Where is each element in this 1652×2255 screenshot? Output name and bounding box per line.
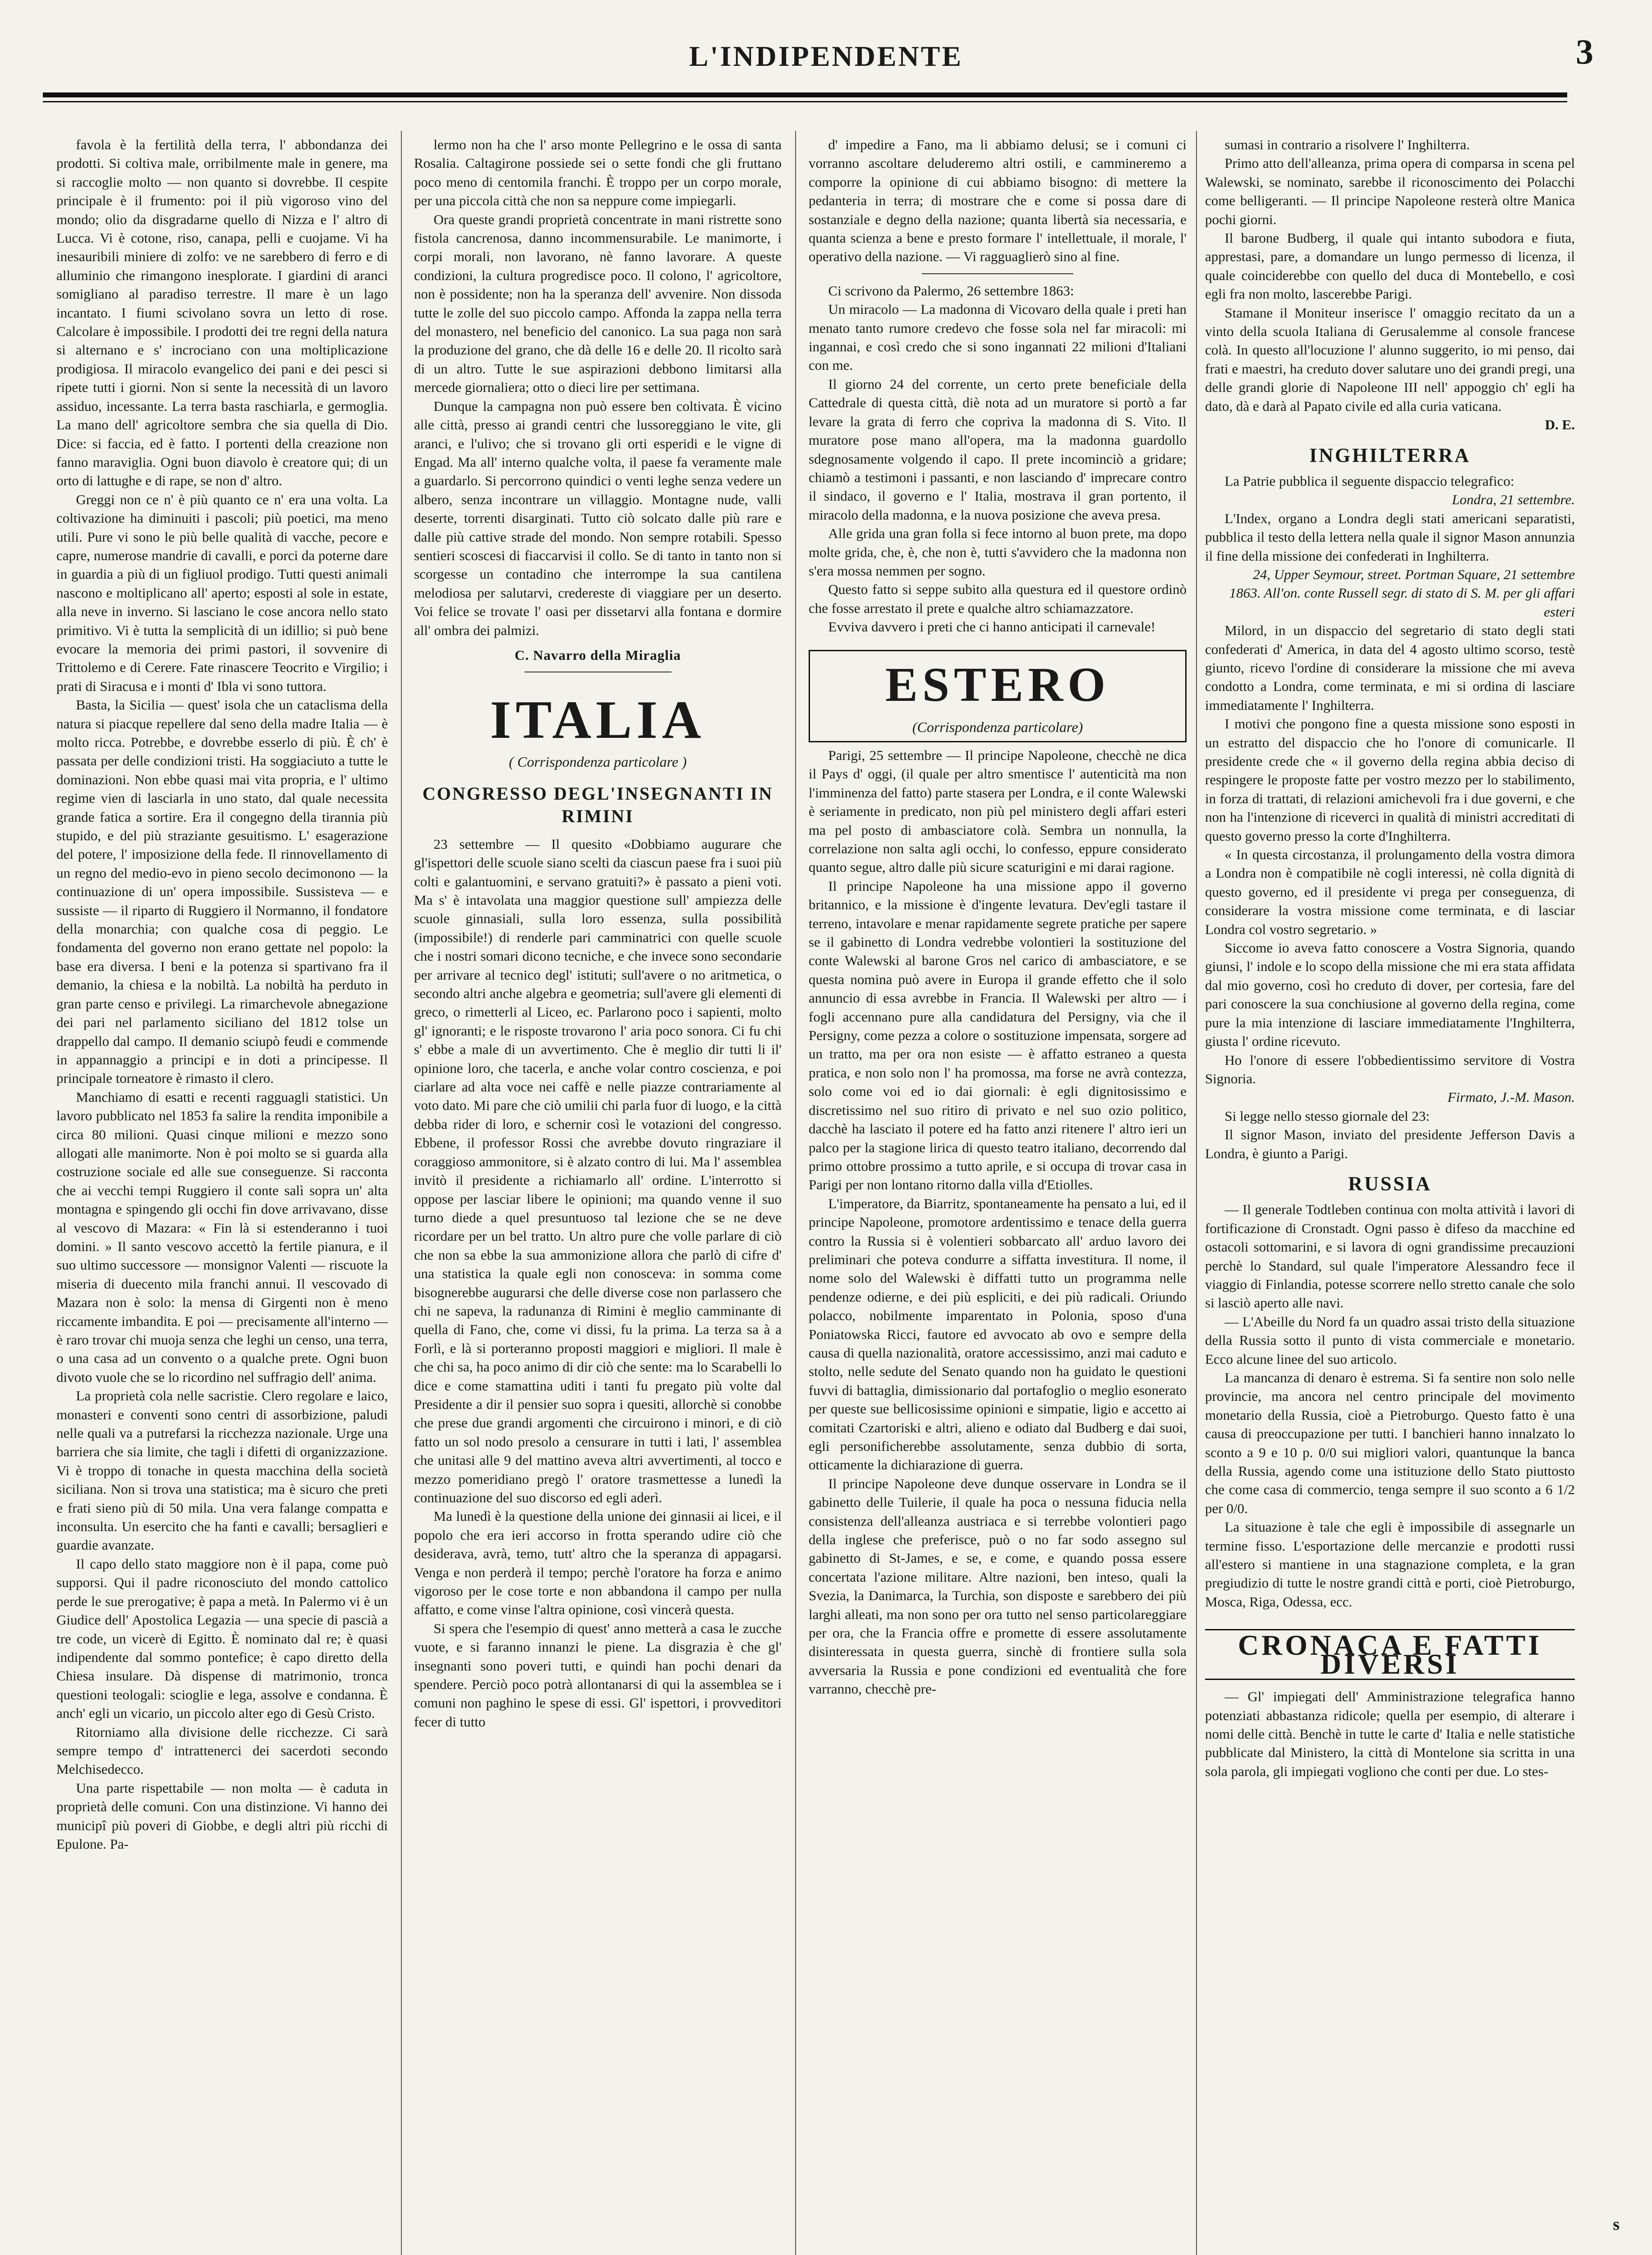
paragraph: La proprietà cola nelle sacristie. Clero regolare e laico, monasteri e conventi sono centri di assorbizione, paludi nelle quali va a putrefarsi la ricchezza nazionale. Urge una barriera che sia limite, che tagli i difetti di organizzazione. Vi è troppo di tonache in questa macchina della società siciliana. Non si trova una statistica; ma è sicuro che preti e frati sieno più di 50 mila. Una vera falange compatta e inconsulta. Un esercito che ha fanti e cavalli; bersaglieri e guardie avanzate. (56, 1388, 388, 1553)
paragraph: Dunque la campagna non può essere ben coltivata. È vicino alle città, presso ai grandi centri che lussoreggiano le vite, gli aranci, e l'ulivo; che si trovano gli orti esperidi e le vigne di Engad. Ma all' interno qualche volta, il paese fa veramente male a guardarlo. Si percorrono quindici o venti leghe senza vedere un albero, senza incontrare un villaggio. Montagne nude, valli deserte, torrenti disarginati. Tutto ciò solcato dalle più rare e dalle più cattive strade del mondo. Non sempre rotabili. Spesso sentieri scoscesi di fiaccarvisi il collo. Se di tanto in tanto non si scorgesse un contadino che interrompe la sua cantilena melodiosa per salutarvi, credereste di viaggiare per un deserto. Voi felice se trovate l' oasi per dissetarvi alla fontana e dormire all' ombra dei palmizi. (414, 398, 782, 638)
page-corner-mark: s (1613, 2215, 1620, 2234)
letter-address: 24, Upper Seymour, street. Portman Square, 21 settembre 1863. All'on. conte Russell segr. di stato di S. M. per gli affari esteri (1229, 566, 1575, 620)
paragraph: Il principe Napoleone ha una missione appo il governo britannico, e la missione è d'ingente levatura. Dev'egli tastare il terreno, intavolare e menar rapidamente segrete pratiche per sapere se il gabinetto di Londra vedrebbe volontieri la sostituzione del conte Walewski al barone Gros nel carico di ambasciatore, e se questa nomina può avere in Europa il grande effetto che il solo annuncio di essa avrebbe in Francia. Il Walewski per altro — i fogli accennano pure alla candidatura del Persigny, via che il Persigny, come pezza a colore o sostituzione impensata, sorgere ad un tratto, ma per ora non esiste — è affatto estraneo a questa pratica, e non solo non l' ha promossa, ma forse ne avrà contezza, solo come voi ed io dai giornali: è egli dignitosissimo e discretissimo nel suo ritiro di privato e nel suo ozio politico, dacchè ha lasciato il potere ed ha fatto anzi ritenere l' altro ieri un palco per la stagione lirica di questo teatro italiano, decorrendo dal primo ottobre prossimo a tutto aprile, e si occupa di trovar casa in Parigi per non lontano ritorno dalla villa d'Etiolles. (809, 878, 1187, 1193)
paragraph: L'imperatore, da Biarritz, spontaneamente ha pensato a lui, ed il principe Napoleone, promotore ardentissimo e tenace della guerra contro la Russia si è volentieri sobbarcato all' arduo lavoro dei preliminari che poteva condurre a siffatta investitura. Il nome, il nome solo del Walewski è diffatti tutto un programma nelle pendenze odierne, e dei più espliciti, e dei più radicali. Oriundo polacco, nobilmente imparentato in Polonia, sposo d'una Poniatowska Ricci, fautore ed avvocato ab ovo e sempre della causa di quella nazionalità, oratore accessissimo, anzi mai caduto e stolto, nelle sedute del Senato quando non ha guidato le questioni fuvvi di battaglia, dimissionario dal portafoglio o meglio esonerato per queste sue bellicosissime opinioni e simpatie, ligio e accetto ai comitati Czartoriski e altri, alieno e odiato dal Budberg e dai suoi, egli personificherebbe assolutamente, senza dubbio di sorta, otticamente la dichiarazione di guerra. (809, 1195, 1187, 1473)
section-title-inghilterra: INGHILTERRA (1309, 444, 1471, 466)
paragraph: Un miracolo — La madonna di Vicovaro della quale i preti han menato tanto rumore credevo che fosse sola nel far miracoli: mi ingannai, e così credo che si sono ingannati 22 milioni d'Italiani con me. (809, 301, 1187, 373)
paragraph: La Patrie pubblica il seguente dispaccio telegrafico: (1224, 473, 1514, 489)
paragraph: Ho l'onore di essere l'obbedientissimo servitore di Vostra Signoria. (1205, 1052, 1575, 1086)
paragraph: Ma lunedì è la questione della unione dei ginnasii ai licei, e il popolo che era ieri accorso in frotta sperando udire ciò che desiderava, avrà, temo, tutt' altro che la speranza di appagarsi. Venga e non perderà il tempo; perchè l'oratore ha forza e animo vigoroso per le cose torte e non abbandona il campo per nulla affatto, e come vinse l'altra opinione, così vincerà questa. (414, 1508, 782, 1618)
paragraph: La situazione è tale che egli è impossibile di assegnarle un termine fisso. L'esportazione delle mercanzie e prodotti russi all'estero si mantiene in una stagnazione completa, e la gran pregiudizio di tutte le nostre grandi città e porti, cioè Pietroburgo, Mosca, Riga, Odessa, ecc. (1205, 1519, 1575, 1610)
paragraph: Il capo dello stato maggiore non è il papa, come può supporsi. Qui il padre riconosciuto del mondo cattolico perde le sue prerogative; è papa a metà. In Palermo vi è un Giudice dell' Apostolica Legazia — una specie di pascià a tre code, un vicerè di Egitto. È nominato dal re; è quasi indipendente dal sommo pontefice; è capo diretto della Chiesa insulare. Dà dispense di matrimonio, tronca questioni teologali: scioglie e lega, assolve e condanna. È anch' egli un vicario, un piccolo alter ego di Gesù Cristo. (56, 1555, 388, 1721)
masthead (0, 0, 1652, 95)
paragraph: Il giorno 24 del corrente, un certo prete beneficiale della Cattedrale di questa città, diè nota ad un muratore si portò a far levare la grata di ferro che copriva la madonna di S. Vito. Il muratore pose mano all'opera, ma la madonna guardollo sdegnosamente volgendo il capo. Il prete incominciò a gridare; chiamò a testimoni i passanti, e non lasciando d' imprecare contro il sindaco, il governo e l' Italia, mostrava il gran portento, il miracolo della madonna, e la nuova posizione che aveva presa. (809, 376, 1187, 523)
paragraph: lermo non ha che l' arso monte Pellegrino e le ossa di santa Rosalia. Caltagirone possiede sei o sette fondi che gli fruttano poco meno di centomila franchi. È troppo per un corpo morale, per una piccola città che non sa neppure come impiegarli. (414, 137, 782, 209)
paragraph: Si legge nello stesso giornale del 23: (1224, 1108, 1430, 1124)
paragraph: favola è la fertilità della terra, l' abbondanza dei prodotti. Si coltiva male, orribilmente male in genere, ma si raccoglie molto — non quanto si dovrebbe. Il cespite principale è il frumento: poi il più vigoroso vino del mondo; olio da disgradarne quello di Nizza e l' altro di Lucca. Vi è cotone, riso, canapa, pelli e cuojame. Vi ha inesauribili miniere di zolfo: ve ne sarebbero di ferro e di alluminio che rimangono inesplorate. I giardini di aranci somigliano al paradiso terrestre. Il mare è un lago incantato. I fiumi scivolano sovra un letto di rose. Calcolare è impossibile. I prodotti dei tre regni della natura si alternano e s' incrociano con una moltiplicazione prodigiosa. Il miracolo evangelico dei pani e dei pesci si ripete tutti i giorni. Non si sente la necessità di un lavoro assiduo, incessante. La terra basta raschiarla, e germoglia. La mano dell' agricoltore sembra che sia quella di Dio. Dice: si faccia, ed è fatto. I portenti della creazione non fanno maraviglia. Ogni buon diavolo è creatore qui; di un orto di lattughe e di rape, se non d' altro. (56, 137, 388, 489)
paragraph: Milord, in un dispaccio del segretario di stato degli stati confederati d' America, in data del 4 agosto ultimo scorso, testè giunto, ricevo l'ordine di considerare la missione che mi aveva condotto a Londra, come terminata, e mi si ordina di lasciare immediatamente l' Inghilterra. (1205, 622, 1575, 713)
paragraph: « In questa circostanza, il prolungamento della vostra dimora a Londra non è compatibile nè cogli interessi, nè colla dignità di questo governo, ed il presidente vi prega per conseguenza, di considerare la vostra missione come terminata, e di lasciar Londra col vostro segretario. » (1205, 847, 1575, 937)
article-signature: C. Navarro della Miraglia (515, 647, 681, 663)
paragraph: Il barone Budberg, il quale qui intanto subodora e fiuta, apprestasi, pare, a domandare un lungo permesso di licenza, il quale coinciderebbe con quello del duca di Montebello, e così egli fra non molto, lascerebbe Parigi. (1205, 230, 1575, 302)
paragraph: Il signor Mason, inviato del presidente Jefferson Davis a Londra, è giunto a Parigi. (1205, 1127, 1575, 1161)
column-4 (1205, 135, 1575, 2255)
paragraph: Ora queste grandi proprietà concentrate in mani ristrette sono fistola cancrenosa, danno incommensurabile. Le manimorte, i corpi morali, non lavorano, nè fanno lavorare. A queste condizioni, la cultura progredisce poco. Il colono, l' agricoltore, non è possidente; non ha la speranza dell' avvenire. Non dissoda tutte le zolle del suo piccolo campo. Affonda la zappa nella terra del monastero, nel beneficio del canonico. La sua paga non sarà la produzione del grano, che dà delle 16 e delle 20. Il ricolto sarà di un altro. Tutte le sue aspirazioni debbono limitarsi alla mercede giornaliera; otto o dieci lire per settimana. (414, 211, 782, 396)
column-divider (1196, 131, 1197, 2255)
paragraph: Siccome io aveva fatto conoscere a Vostra Signoria, quando giunsi, l' indole e lo scopo della missione che mi era stata affidata dal mio governo, così ho creduto di dover, per cortesia, fare del pari conoscere la sua conchiusione al governo della regina, come pure la mia intenzione di lasciare immediatamente l'Inghilterra, giusta l' ordine ricevuto. (1205, 940, 1575, 1049)
paragraph: d' impedire a Fano, ma li abbiamo delusi; se i comuni ci vorranno ascoltare deluderemo altri ostili, e cammineremo a comporre la opinione di cui abbiamo bisogno: di mettere la pedanteria in terra; di mostrare che e come si possa dare di sostanziale e degno della nazione; quanta libertà sia necessaria, e quanta scienza a bene e presto formare l' intellettuale, il morale, l' operativo della nazione. — Vi ragguaglierò sino al fine. (809, 137, 1187, 265)
paragraph: Questo fatto si seppe subito alla questura ed il questore ordinò che fosse arrestato il prete e qualche altro schiamazzatore. (809, 581, 1187, 616)
paragraph: Parigi, 25 settembre — Il principe Napoleone, checchè ne dica il Pays d' oggi, (il quale per altro smentisce l' autenticità ma non l'imminenza del fatto) parte stasera per Londra, e il conte Walewski è seriamente in predicato, non più pel ministero degli affari esteri ma pel posto di ambasciatore colà. Sembra un nonnulla, la correlazione non salta agli occhi, lo confesso, eppure considerato quanto segue, altro dalle più sicure scaturigini e mi darai ragione. (809, 747, 1187, 875)
paragraph: La mancanza di denaro è estrema. Si fa sentire non solo nelle provincie, ma ancora nel centro principale del movimento monetario della Russia, cioè a Pietroburgo. Questo fatto è una causa di preoccupazione per tutti. I banchieri hanno innalzato lo sconto a 9 e 10 p. 0/0 sui migliori valori, quantunque la banca della Russia, agendo come una istituzione dello Stato piuttosto che come casa di commercio, tenga sempre il suo sconto a 6 1/2 per 0/0. (1205, 1370, 1575, 1516)
paragraph: L'Index, organo a Londra degli stati americani separatisti, pubblica il testo della lettera nella quale il signor Mason annunzia il fine della missione dei confederati in Inghilterra. (1205, 510, 1575, 564)
section-title-estero: ESTERO (885, 658, 1110, 712)
section-title-russia: RUSSIA (1348, 1172, 1432, 1195)
paragraph: Alle grida una gran folla si fece intorno al buon prete, ma dopo molte grida, che, è, che non è, tutti s'avvidero che la madonna non s'era mossa nemmen per sogno. (809, 525, 1187, 579)
column-3 (809, 135, 1187, 2255)
column-2 (414, 135, 782, 2255)
paragraph: Basta, la Sicilia — quest' isola che un cataclisma della natura si piacque repellere dal seno della madre Italia — è molto ricca. Potrebbe, e dovrebbe esserlo di più. È ch' è passata per delle condizioni tristi. Ha soggiaciuto a tutte le dominazioni. Non ebbe quasi mai vita propria, e l' ultimo regime vien di lasciarla in uno stato, dal quale necessita grande fatica a sortire. Era il congegno della tirannia più stupido, e del più straziante gesuitismo. L' esagerazione del potere, l' imposizione della fede. Il rinnovellamento di un regno del medio-evo in pieno secolo decimonono — la continuazione di un' opera impossibile. Sussisteva — e sussiste — il riparto di Ruggiero il Normanno, il fondatore della monarchia; con qualche cosa di peggio. Le fondamenta del governo non erano gettate nel popolo: la base era diversa. I beni e la potenza si spartivano fra il demanio, la chiesa e la nobiltà. La nobiltà ha perduto in gran parte censo e privilegi. La rimarchevole abnegazione dei pari nel parlamento siciliano del 1812 tolse un drappello dal campo. Il demanio sciupò feudi e commende in appannaggio a principi e in doti a principesse. Il principale torneatore è rimasto il clero. (56, 697, 388, 1086)
paragraph: Primo atto dell'alleanza, prima opera di comparsa in scena pel Walewski, se nominato, sarebbe il riconoscimento dei Polacchi come belligeranti. — Il principe Napoleone resterà oltre Manica pochi giorni. (1205, 155, 1575, 227)
paragraph: Stamane il Moniteur inserisce l' omaggio recitato da un a vinto della scuola Italiana di Gerusalemme al console francese colà. In questo all'locuzione l' alunno suggerito, io mi penso, dai frati e maestri, ha creduto dover salutare uno dei grandi pregi, una delle grandi glorie di Napoleone III nell' appoggio ch' egli ha dato, dà e darà al Papato civile ed alla curia vaticana. (1205, 304, 1575, 414)
newspaper-title: L'INDIPENDENTE (689, 40, 963, 72)
section-title-italia: ITALIA (490, 690, 706, 750)
paragraph: Evviva davvero i preti che ci hanno anticipati il carnevale! (828, 619, 1155, 635)
article-heading: CONGRESSO DEGL'INSEGNANTI IN RIMINI (422, 783, 773, 826)
column-divider (401, 131, 402, 2255)
paragraph: Greggi non ce n' è più quanto ce n' era una volta. La coltivazione ha diminuiti i pascoli; più poetici, ma meno utili. Pure vi sono le più belle qualità di vacche, pecore e capre, numerose mandrie di cavalli, e porci da poterne dare in guardia a più di un figliuol prodigo. Tutti questi animali nascono e moltiplicano all' aperto; esposti al sole in estate, alla neve in inverno. Si lasciano le cose ancora nello stato primitivo. Vi è tutta la semplicità di un idillio; si può bene evocare la memoria dei primi pastori, il sovvenire di Trittolemo e di Cerere. Fate rinascere Teocrito e Virgilio; i prati di Siracusa e i monti d' Ibla vi sono tuttora. (56, 491, 388, 694)
section-title-cronaca: CRONACA E FATTI DIVERSI (1205, 1629, 1575, 1680)
masthead-rule-thin (43, 101, 1567, 102)
article-signature: D. E. (1545, 417, 1575, 433)
paragraph: — L'Abeille du Nord fa un quadro assai tristo della situazione della Russia sotto il punto di vista commerciale e monetario. Ecco alcune linee del suo articolo. (1205, 1313, 1575, 1367)
page-number: 3 (1576, 32, 1593, 71)
letter-date: Londra, 21 settembre. (1452, 492, 1575, 508)
paragraph: — Gl' impiegati dell' Amministrazione telegrafica hanno potenziati abbastanza ridicole; quella per esempio, di alterare i nomi delle città. Benchè in tutte le carte d' Italia e nelle statistiche pubblicate dal Ministero, la città di Montelone sia scritta in una sola parola, gli impiegati vogliono che conti per due. Lo stes- (1205, 1689, 1575, 1779)
column-divider (795, 131, 796, 2255)
estero-box (809, 650, 1187, 742)
paragraph: Si spera che l'esempio di quest' anno metterà a casa le zucche vuote, e si faranno innanzi le piene. La disgrazia è che gl' insegnanti sono poveri tutti, e quindi han pochi denari da spendere. Perciò poco potrà allontanarsi di qui la assemblea se i comuni non paghino le spese di essi. Gl' ispettori, i provveditori fecer di tutto (414, 1620, 782, 1730)
paragraph: sumasi in contrario a risolvere l' Inghilterra. (1224, 137, 1470, 152)
dateline: Ci scrivono da Palermo, 26 settembre 1863: (828, 282, 1074, 299)
separator (922, 273, 1073, 274)
section-subtitle: (Corrispondenza particolare) (912, 718, 1083, 735)
paragraph: — Il generale Todtleben continua con molta attività i lavori di fortificazione di Cronstadt. Ogni passo è difeso da macchine ed ostacoli sottomarini, e si lavora di ogni grandissime precauzioni perchè lo Standard, sul quale l'imperatore Alessandro fece il viaggio di Finlandia, potesse scorrere nello stretto canale che solo si lasciò aperto alle navi. (1205, 1201, 1575, 1311)
column-1 (56, 135, 388, 2255)
letter-signature: Firmato, J.-M. Mason. (1447, 1089, 1575, 1105)
section-subtitle: ( Corrispondenza particolare ) (509, 754, 687, 770)
masthead-rule-thick (43, 92, 1567, 97)
paragraph: Il principe Napoleone deve dunque osservare in Londra se il gabinetto delle Tuilerie, il quale ha poca o nessuna fiducia nella consistenza dell'alleanza austriaca e si terrebbe volontieri pago della inglese che preferisce, può o no far sodo assegno sul gabinetto di St-James, e se, e come, e quando possa essere concertata l'azione militare. Altre nazioni, ben inteso, quali la Svezia, la Danimarca, la Turchia, son disposte e sarebbero dei più larghi alleati, ma non sono per ora tutto nel senso particolareggiare per ora, che la Francia offre e promette di essere assolutamente disinteressata in questa guerra, sinchè di frontiere sulla sola avversaria la Russia e pone condizioni ed eventualità che fore varranno, checchè pre- (809, 1475, 1187, 1697)
paragraph: 23 settembre — Il quesito «Dobbiamo augurare che gl'ispettori delle scuole siano scelti da ciascun paese fra i suoi più colti e galantuomini, e servano gratuiti?» è passato a pieni voti. Ma s' è intavolata una maggior questione sull' ampiezza delle scuole ginnasiali, sulla loro essenza, sulla possibilità (impossibile!) di renderle pari camminatrici con quelle scuole che i nostri somari dicono tecniche, e che invece sono secondarie per arrivare al tecnico degl' istituti; sull'avere o no aritmetica, o secondo altri anche algebra e geometria; sull'avere gli elementi di greco, o rimetterli al Liceo, ec. Parlarono poco i sapienti, molto gl' ignoranti; e le risposte trovarono l' aria poco sonora. Ci fu chi s' ebbe a male di un avvertimento. Che è meglio dir tutti li il' opinione loro, che tacerla, e anche volar contro coscienza, e poi ciarlare ad alta voce nei caffè e nelle piazze contrariamente al voto dato. Mi pare che ciò umilii chi parla fuor di luogo, e la città debba rider di loro, e schernir così le votazioni del congresso. Ebbene, il professor Rossi che avrebbe dovuto ringraziare il coraggioso ammonitore, si è alzato contro di lui. Ma l' assemblea invitò il presidente a richiamarlo all' ordine. L'interrotto si oppose per lasciar libere le opinioni; ma quando venne il suo turno diede a quel presuntuoso tal lezione che se ne deve ricordare per un bel tratto. Un altro pure che volle parlare di ciò che non sa ebbe la sua ammonizione allora che parlò di cifre d' una statistica la quale egli non conosceva: in somma come bisognerebbe augurarsi che delle diverse cose non parlassero che chi ne sapeva, la radunanza di Rimini è meglio camminante di quella di Fano, che, come vi dissi, fu la prima. La terza sa à a Forlì, e là si porteranno proposti maggiori e migliori. Il male è che chi sa, ha poco animo di dir ciò che sente: ma lo Scarabelli lo dice e come stamattina uditi i tanti fu pregato più volte dal Presidente a dir il pensier suo sopra i quesiti, allorchè si conobbe che prese due grandi argomenti che circuirono i minori, e di ciò fatto un sol nodo presolo a censurare in tutti i lati, l' assemblea che unitasi alle 9 del mattino aveva altri avvertimenti, al tocco e mezzo pomeridiano pregò l' oratore trasmettesse a lunedì la continuazione del suo discorso ed egli aderì. (414, 836, 782, 1505)
paragraph: Manchiamo di esatti e recenti ragguagli statistici. Un lavoro pubblicato nel 1853 fa salire la rendita imponibile a circa 80 milioni. Quasi cinque milioni e mezzo sono allogati alle manimorte. Non è poi molto se si guarda alla costruzione sociale ed alle sue conseguenze. Si racconta che ai vecchi tempi Ruggiero il conte salì sopra un' alta montagna e spingendo gli occhi fin dove arrivavano, disse al vescovo di Mazara: « Fin là si estenderanno i tuoi domini. » Il santo vescovo accettò la fertile pianura, e il suo ultimo successore — monsignor Valenti — riscuote la miseria di duecento mila franchi annui. Il vescovado di Mazara non è solo: la mensa di Girgenti non è meno riccamente imbandita. E poi — precisamente all'interno — è raro trovar chi muoja senza che leghi un censo, una terra, o una casa ad un convento o a qualche prete. Ogni buon divoto vuole che se lo ricordino nel suffragio dell' anima. (56, 1089, 388, 1385)
paragraph: Una parte rispettabile — non molta — è caduta in proprietà delle comuni. Con una distinzione. Vi hanno dei municipî più poveri di Giobbe, e degli altri più ricchi di Epulone. Pa- (56, 1780, 388, 1852)
paragraph: Ritorniamo alla divisione delle ricchezze. Ci sarà sempre tempo d' intrattenerci dei sacerdoti secondo Melchisedecco. (56, 1724, 388, 1777)
paragraph: I motivi che pongono fine a questa missione sono esposti in un estratto del dispaccio che ho l'onore di comunicarle. Il presidente crede che « il governo della regina abbia deciso di respingere le proposte fatte per vostro mezzo per lo stabilimento, in forza di trattati, di relazioni amichevoli fra i due governi, e che non ha l'intenzione di riceverci in qualità di ministri accreditati di questo governo presso la corte d'Inghilterra. (1205, 716, 1575, 844)
